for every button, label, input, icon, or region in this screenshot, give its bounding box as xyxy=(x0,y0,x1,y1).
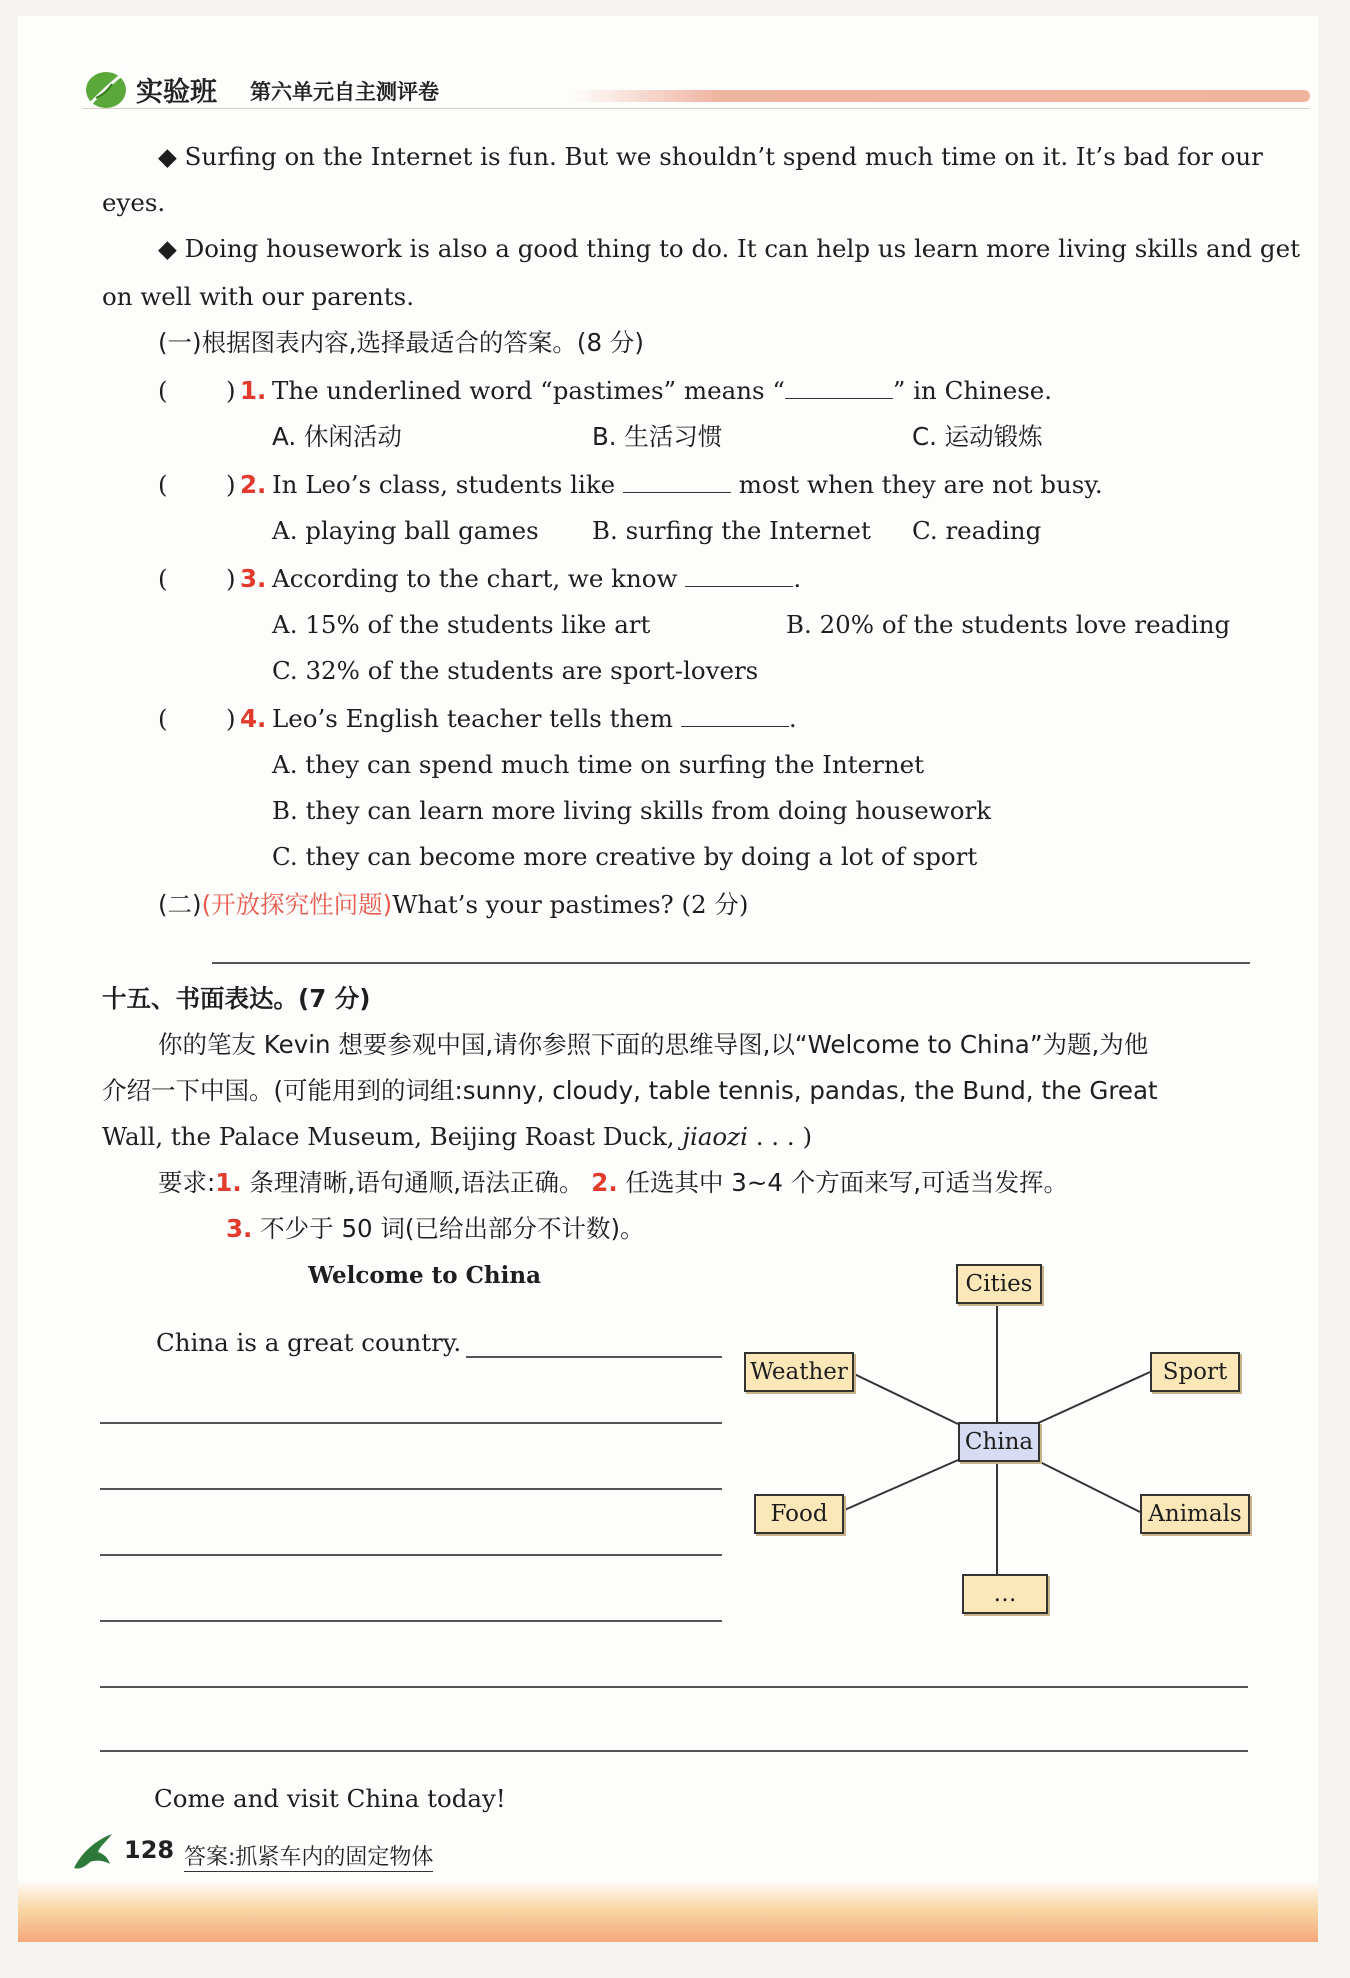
question-number: 1. xyxy=(240,376,267,405)
footer-decor-band xyxy=(18,1880,1318,1942)
writing-intro-1: 你的笔友 Kevin 想要参观中国,请你参照下面的思维导图,以“Welcome to China”为题,为他 xyxy=(158,1030,1149,1059)
part2-text: What’s your pastimes? (2 分) xyxy=(392,890,749,919)
header-decor-band xyxy=(572,90,1310,102)
part2-question xyxy=(158,890,748,919)
writing-line[interactable] xyxy=(100,1686,1248,1688)
option-c: C. they can become more creative by doing a lot of sport xyxy=(272,842,978,871)
option-c: C. reading xyxy=(912,516,1042,545)
option-b: B. 20% of the students love reading xyxy=(786,610,1231,639)
mindmap-center-china: China xyxy=(958,1422,1040,1462)
answer-paren-open: ( xyxy=(158,704,168,733)
header-rule xyxy=(82,108,1310,109)
essay-end: Come and visit China today! xyxy=(154,1784,506,1813)
part2-answer-line[interactable] xyxy=(212,962,1250,964)
option-b: B. 生活习惯 xyxy=(592,422,723,451)
writing-line[interactable] xyxy=(100,1620,722,1622)
req-number: 1. xyxy=(215,1168,242,1197)
mindmap-node-more: … xyxy=(962,1574,1048,1614)
answer-paren-close: ) xyxy=(226,470,236,499)
brand-name: 实验班 xyxy=(136,77,217,108)
option-c: C. 32% of the students are sport-lovers xyxy=(272,656,759,685)
question-stem xyxy=(272,470,1103,499)
leaf-logo-icon xyxy=(82,64,134,112)
answer-blank[interactable] xyxy=(685,568,793,587)
req-number: 3. xyxy=(226,1214,253,1243)
mindmap-node-food: Food xyxy=(754,1494,844,1534)
mindmap-node-animals: Animals xyxy=(1140,1494,1250,1534)
stem-text: According to the chart, we know xyxy=(272,564,678,593)
stem-text: Leo’s English teacher tells them xyxy=(272,704,674,733)
writing-requirement-3 xyxy=(226,1214,645,1243)
mindmap-node-sport: Sport xyxy=(1150,1352,1240,1392)
answer-paren-close: ) xyxy=(226,564,236,593)
stem-text-end: . xyxy=(788,704,797,733)
passage-bullet-2: ◆ Doing housework is also a good thing to do. It can help us learn more living skills and get xyxy=(158,234,1300,263)
writing-line[interactable] xyxy=(100,1488,722,1490)
part2-prefix: (二) xyxy=(158,890,202,919)
answer-blank[interactable] xyxy=(681,708,789,727)
option-b: B. surfing the Internet xyxy=(592,516,871,545)
req-number: 2. xyxy=(591,1168,618,1197)
page-number: 128 xyxy=(124,1836,175,1864)
answer-paren-open: ( xyxy=(158,376,168,405)
question-stem xyxy=(272,376,1052,405)
req-3: 不少于 50 词(已给出部分不计数)。 xyxy=(260,1214,645,1243)
passage-bullet-2-cont: on well with our parents. xyxy=(102,282,414,311)
writing-intro-2: 介绍一下中国。(可能用到的词组:sunny, cloudy, table tennis, pandas, the Bund, the Great xyxy=(102,1076,1158,1105)
mindmap-node-weather: Weather xyxy=(744,1352,854,1392)
answer-blank[interactable] xyxy=(623,474,731,493)
stem-text: In Leo’s class, students like xyxy=(272,470,616,499)
part1-instruction: (一)根据图表内容,选择最适合的答案。(8 分) xyxy=(158,328,644,357)
option-a: A. playing ball games xyxy=(272,516,539,545)
question-number: 4. xyxy=(240,704,267,733)
writing-line[interactable] xyxy=(100,1554,722,1556)
stem-text-end: ” in Chinese. xyxy=(892,376,1053,405)
footer-answer: 答案:抓紧车内的固定物体 xyxy=(184,1840,433,1872)
section-heading: 十五、书面表达。(7 分) xyxy=(102,984,371,1013)
essay-title: Welcome to China xyxy=(308,1262,542,1289)
intro-italic: jiaozi xyxy=(682,1122,748,1151)
answer-blank[interactable] xyxy=(785,380,893,399)
stem-text-end: most when they are not busy. xyxy=(738,470,1103,499)
writing-line[interactable] xyxy=(100,1750,1248,1752)
option-b: B. they can learn more living skills from doing housework xyxy=(272,796,992,825)
option-a: A. they can spend much time on surfing the Internet xyxy=(272,750,924,779)
part2-tag: (开放探究性问题) xyxy=(201,890,393,919)
mindmap-node-cities: Cities xyxy=(956,1264,1042,1304)
passage-bullet-1-cont: eyes. xyxy=(102,188,166,217)
stem-text-end: . xyxy=(793,564,802,593)
writing-requirements xyxy=(158,1168,1068,1197)
option-a: A. 休闲活动 xyxy=(272,422,402,451)
mind-map xyxy=(740,1262,1260,1632)
intro-end: . . . ) xyxy=(747,1122,813,1151)
unit-title: 第六单元自主测评卷 xyxy=(250,80,439,104)
answer-paren-open: ( xyxy=(158,470,168,499)
question-number: 3. xyxy=(240,564,267,593)
writing-line[interactable] xyxy=(466,1356,722,1358)
essay-start: China is a great country. xyxy=(156,1328,462,1357)
dolphin-icon xyxy=(70,1830,116,1874)
stem-text: The underlined word “pastimes” means “ xyxy=(272,376,785,405)
question-stem xyxy=(272,704,797,733)
answer-paren-close: ) xyxy=(226,376,236,405)
question-number: 2. xyxy=(240,470,267,499)
req-1: 条理清晰,语句通顺,语法正确。 xyxy=(249,1168,584,1197)
question-stem xyxy=(272,564,801,593)
answer-paren-open: ( xyxy=(158,564,168,593)
writing-intro-3 xyxy=(102,1122,812,1151)
passage-bullet-1: ◆ Surfing on the Internet is fun. But we shouldn’t spend much time on it. It’s bad for our xyxy=(158,142,1263,171)
writing-line[interactable] xyxy=(100,1422,722,1424)
req-2: 任选其中 3~4 个方面来写,可适当发挥。 xyxy=(625,1168,1069,1197)
option-a: A. 15% of the students like art xyxy=(272,610,651,639)
option-c: C. 运动锻炼 xyxy=(912,422,1043,451)
answer-paren-close: ) xyxy=(226,704,236,733)
intro-text: Wall, the Palace Museum, Beijing Roast Duck, xyxy=(102,1122,683,1151)
page-header xyxy=(82,64,1312,114)
req-label: 要求: xyxy=(158,1168,216,1197)
